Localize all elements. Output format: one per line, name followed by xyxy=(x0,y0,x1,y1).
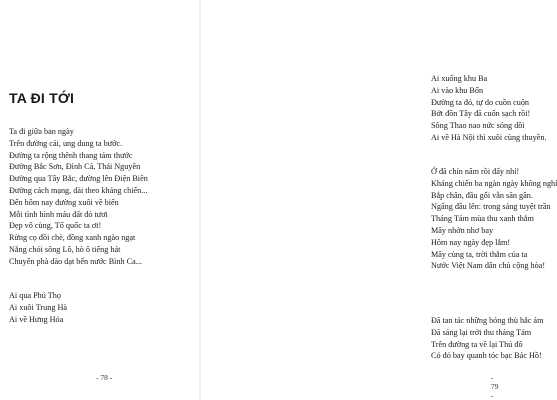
poem-line: Đường cách mạng, dài theo kháng chiến... xyxy=(9,185,148,195)
left-page xyxy=(0,0,200,400)
poem-line: Bớt đồn Tây đã cuốn sạch rồi! xyxy=(431,109,531,119)
poem-line: Rừng cọ đồi chè, đồng xanh ngào ngạt xyxy=(9,233,136,243)
poem-title: TA ĐI TỚI xyxy=(9,90,75,106)
poem-line: Đến hôm nay đường xuôi về biển xyxy=(9,197,119,207)
poem-line: Ai xuôi Trung Hà xyxy=(9,302,68,312)
poem-line: Ai vào khu Bốn xyxy=(431,85,484,95)
poem-line: Nắng chói sông Lô, hò ô tiếng hát xyxy=(9,244,121,254)
poem-line: Trên đường cái, ung dung ta bước. xyxy=(9,138,123,148)
stanza-right-2 xyxy=(431,166,557,272)
poem-line: Ngẩng đầu lên: trong sáng tuyệt trần xyxy=(431,202,551,212)
poem-line: Hôm nay ngày đẹp lắm! xyxy=(431,237,511,247)
page-number-left: - 78 - xyxy=(96,373,113,382)
poem-line: Kháng chiến ba ngàn ngày không nghỉ xyxy=(431,178,557,188)
poem-line: Trên đường ta về lại Thủ đô xyxy=(431,339,523,349)
poem-line: Đẹp vô cùng, Tổ quốc ta ơi! xyxy=(9,221,102,231)
poem-line: Đường Bắc Sơn, Đình Cả, Thái Nguyên xyxy=(9,162,141,172)
poem-line: Đường ta đó, tự do cuồn cuộn xyxy=(431,97,530,107)
poem-line: Ta đi giữa ban ngày xyxy=(9,127,74,136)
poem-line: Sông Thao nao nức sóng dồi xyxy=(431,121,525,131)
page-number-right: - 79 - xyxy=(491,373,499,400)
poem-line: Ai qua Phú Thọ xyxy=(9,291,61,300)
poem-line: Mây nhởn nhơ bay xyxy=(431,225,494,235)
right-page xyxy=(200,0,557,400)
stanza-right-3 xyxy=(431,315,543,362)
poem-line: Ai về Hưng Hóa xyxy=(9,314,64,324)
stanza-left-2 xyxy=(9,290,67,325)
stanza-right-1 xyxy=(431,73,547,144)
poem-line: Ai về Hà Nội thì xuôi cùng thuyền. xyxy=(431,132,547,142)
poem-line: Đường ta rộng thênh thang tám thước xyxy=(9,150,133,160)
poem-line: Đã tan tác những bóng thù hắc ám xyxy=(431,316,544,325)
poem-line: Nước Việt Nam dân chủ cộng hòa! xyxy=(431,261,546,271)
poem-line: Có đỏ bay quanh tóc bạc Bác Hồ! xyxy=(431,351,542,361)
poem-line: Bắp chân, đầu gối vẫn săn gân. xyxy=(431,190,533,200)
poem-line: Mỗi tình hình máu đất đỏ tươi xyxy=(9,209,108,219)
poem-line: Đường qua Tây Bắc, đường lên Điện Biên xyxy=(9,174,148,184)
poem-line: Chuyến phà dào dạt bến nước Bình Ca... xyxy=(9,256,142,266)
stanza-left-1 xyxy=(9,126,148,268)
poem-line: Ở đã chín năm rồi đấy nhỉ! xyxy=(431,167,520,176)
poem-line: Mây cùng ta, trời thắm của ta xyxy=(431,249,528,259)
poem-line: Tháng Tám mùa thu xanh thắm xyxy=(431,214,534,224)
poem-line: Ai xuống khu Ba xyxy=(431,74,488,83)
poem-line: Đã sáng lại trời thu tháng Tám xyxy=(431,327,532,337)
